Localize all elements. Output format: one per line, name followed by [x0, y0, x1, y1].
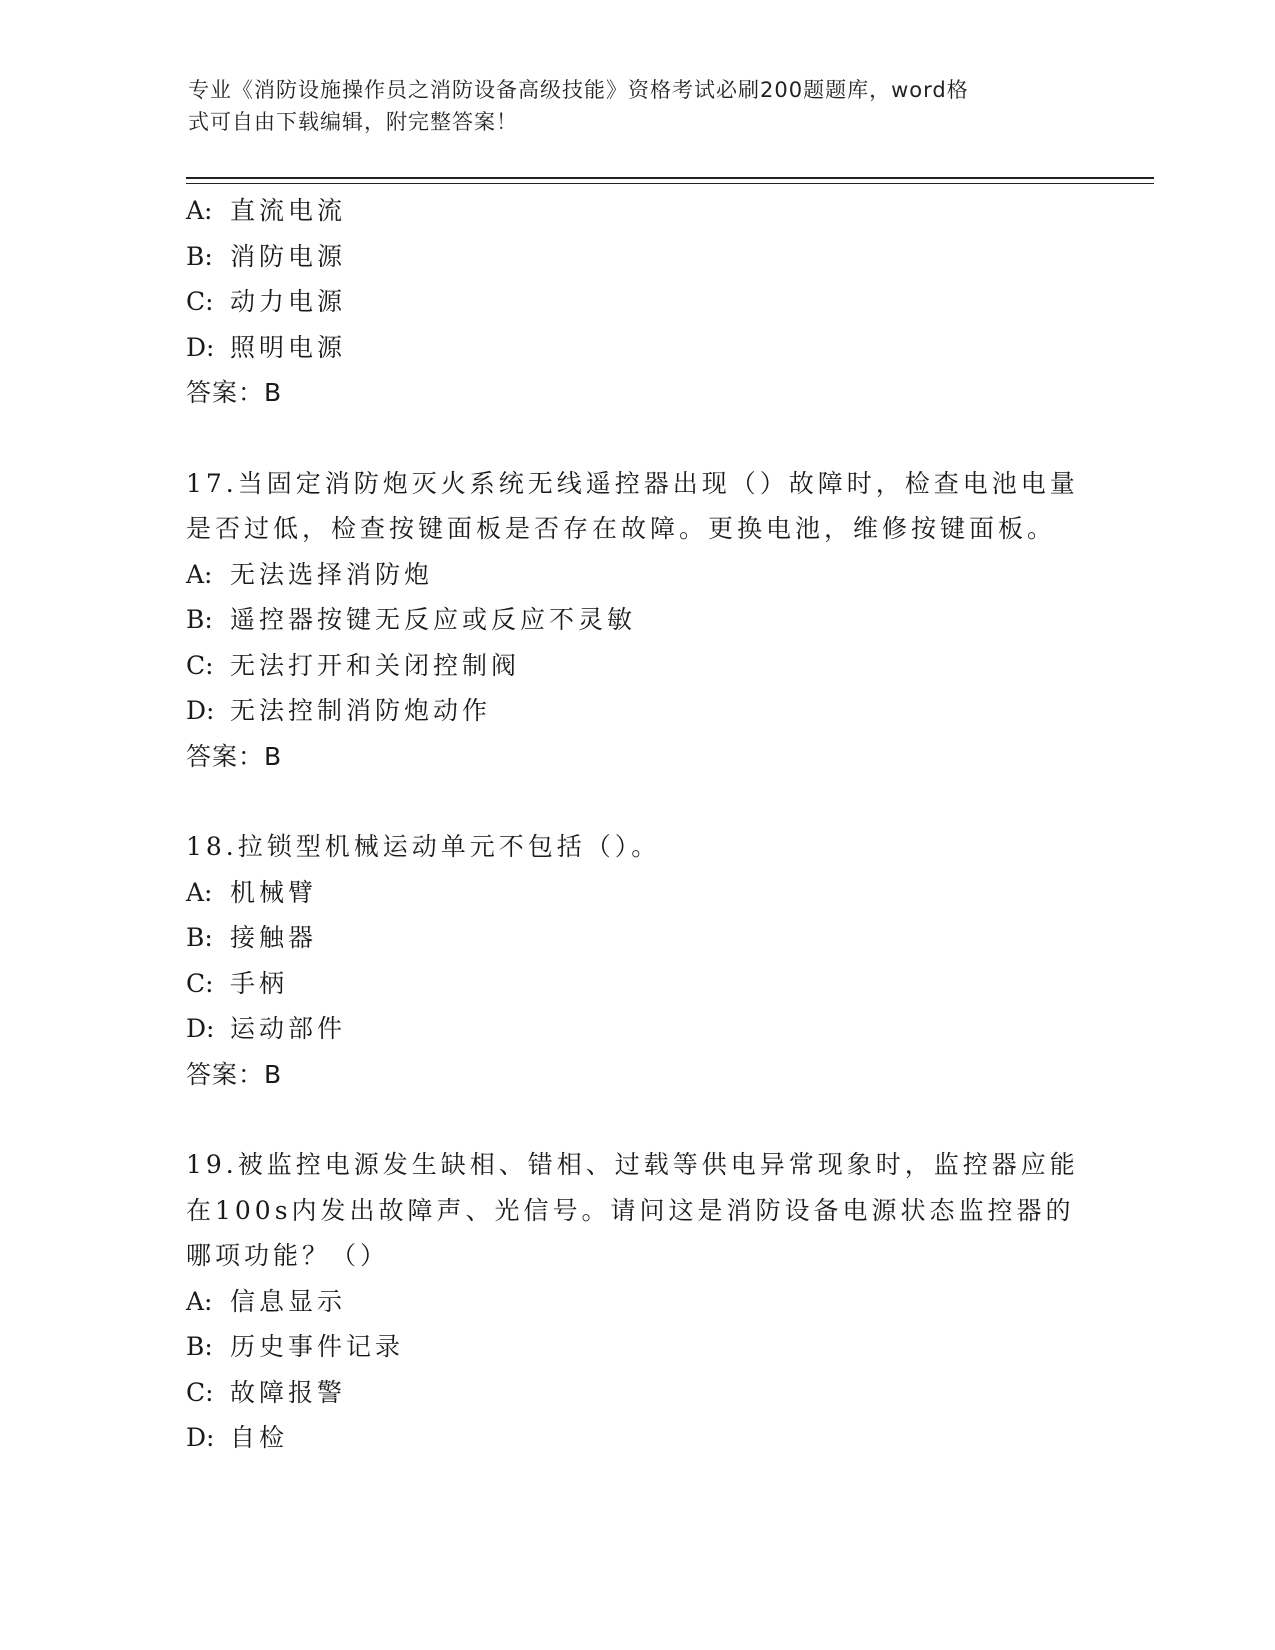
option-letter: B:	[186, 241, 213, 271]
option-d	[186, 688, 1086, 734]
option-b	[186, 1324, 1086, 1370]
spacer	[186, 779, 1086, 824]
header-divider-thick	[186, 177, 1154, 179]
option-letter: A:	[186, 559, 213, 589]
option-letter: C:	[186, 1377, 214, 1407]
option-c	[186, 279, 1086, 325]
spacer	[186, 416, 1086, 461]
option-text: 消防电源	[230, 241, 347, 271]
option-text: 运动部件	[230, 1014, 347, 1043]
option-text: 直流电流	[230, 196, 347, 225]
document-header	[188, 74, 1058, 138]
question-line: 17.当固定消防炮灭火系统无线遥控器出现（）故障时，检查电池电量	[186, 468, 1079, 498]
question-stem	[186, 1142, 1086, 1279]
option-letter: B:	[186, 923, 213, 952]
option-text: 信息显示	[230, 1286, 347, 1316]
option-c	[186, 643, 1086, 689]
option-letter: A:	[186, 196, 213, 225]
option-letter: C:	[186, 968, 214, 998]
option-text: 接触器	[230, 923, 318, 952]
option-letter: C:	[186, 650, 214, 680]
header-line-2: 式可自由下载编辑，附完整答案！	[188, 110, 518, 134]
header-divider-thin	[186, 183, 1154, 184]
option-text: 机械臂	[230, 877, 318, 907]
option-d	[186, 1415, 1086, 1461]
option-a	[186, 552, 1086, 598]
question-line: 在100s内发出故障声、光信号。请问这是消防设备电源状态监控器的	[186, 1195, 1075, 1225]
question-content	[186, 188, 1086, 1461]
question-line: 哪项功能？（）	[186, 1241, 390, 1270]
option-text: 自检	[230, 1423, 289, 1452]
question-line: 19.被监控电源发生缺相、错相、过载等供电异常现象时，监控器应能	[186, 1150, 1079, 1179]
question-stem	[186, 824, 1086, 870]
option-a	[186, 870, 1086, 916]
option-letter: B:	[186, 1332, 213, 1361]
question-line: 18.拉锁型机械运动单元不包括（）。	[186, 832, 661, 861]
option-letter: B:	[186, 605, 213, 634]
question-stem	[186, 461, 1086, 552]
option-letter: C:	[186, 287, 214, 316]
spacer	[186, 1097, 1086, 1142]
option-letter: A:	[186, 1286, 213, 1316]
option-text: 遥控器按键无反应或反应不灵敏	[230, 605, 637, 634]
option-text: 无法打开和关闭控制阀	[230, 650, 521, 680]
answer-line: 答案：B	[186, 1059, 283, 1089]
answer-line: 答案：B	[186, 741, 283, 771]
option-letter: A:	[186, 877, 213, 907]
option-text: 照明电源	[230, 332, 347, 362]
option-d	[186, 1006, 1086, 1052]
question-18	[186, 824, 1086, 1097]
answer-line: 答案：B	[186, 378, 283, 407]
option-letter: D:	[186, 332, 215, 362]
option-text: 动力电源	[230, 287, 347, 316]
question-17	[186, 461, 1086, 780]
option-a	[186, 1279, 1086, 1325]
question-16-continuation	[186, 188, 1086, 416]
option-letter: D:	[186, 696, 215, 725]
option-c	[186, 961, 1086, 1007]
question-line: 是否过低，检查按键面板是否存在故障。更换电池，维修按键面板。	[186, 514, 1057, 543]
option-b	[186, 234, 1086, 280]
option-b	[186, 915, 1086, 961]
option-text: 手柄	[230, 968, 289, 998]
option-b	[186, 597, 1086, 643]
option-text: 无法控制消防炮动作	[230, 696, 492, 725]
question-19	[186, 1142, 1086, 1461]
option-letter: D:	[186, 1014, 215, 1043]
option-text: 历史事件记录	[230, 1332, 405, 1361]
option-c	[186, 1370, 1086, 1416]
option-a	[186, 188, 1086, 234]
option-text: 无法选择消防炮	[230, 559, 434, 589]
option-text: 故障报警	[230, 1377, 347, 1407]
header-line-1: 专业《消防设施操作员之消防设备高级技能》资格考试必刷200题题库，word格	[188, 78, 969, 102]
option-letter: D:	[186, 1423, 215, 1452]
option-d	[186, 325, 1086, 371]
